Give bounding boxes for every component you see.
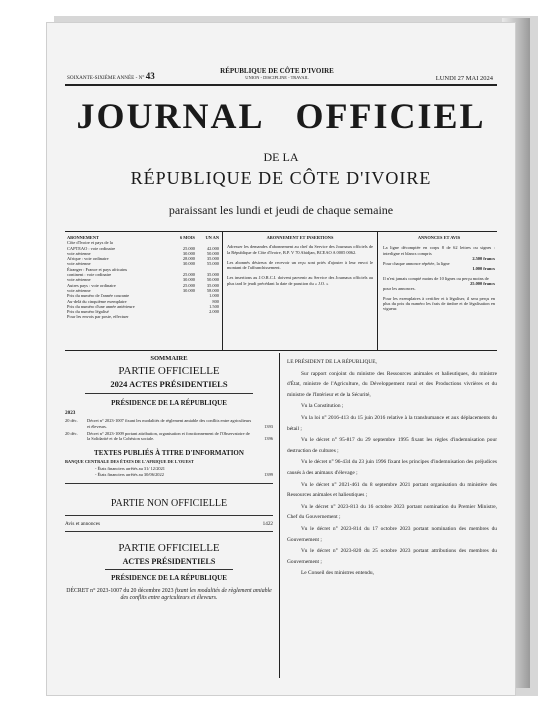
subscription-row: continent : voie ordinaire 25.000 35.000: [67, 272, 219, 278]
part2-title: PARTIE NON OFFICIELLE: [110, 498, 228, 510]
bank-heading: BANQUE CENTRALE DES ÉTATS DE L'AFRIQUE DE L'OUEST: [65, 459, 194, 465]
part1-subtitle: 2024 ACTES PRÉSIDENTIELS: [110, 379, 228, 389]
notices-row: Avis et annonces 1422: [65, 521, 273, 528]
decree-body: [287, 357, 497, 580]
masthead-de-la: DE LA: [263, 150, 299, 164]
subscription-row: CAPTEAO : voie ordinaire 25.000 42.000: [67, 245, 219, 251]
summary-heading: SOMMAIRE: [150, 355, 188, 362]
year-label: 2023: [65, 410, 76, 416]
subscription-row: Côte d'Ivoire et pays de la: [67, 240, 113, 246]
journal-title: JOURNAL OFFICIEL: [76, 96, 486, 136]
subscription-rows: [67, 240, 219, 319]
subscription-row: Prix du numéro légalisé 2.000: [67, 309, 219, 315]
body-heading: LE PRÉSIDENT DE LA RÉPUBLIQUE,: [287, 359, 377, 365]
announces-box: ANNONCES ET AVIS La ligne décomptée en corps 8 de 62 lettres ou signes : interligne et blancs compris 2.500 francs Pour chaque annonce répétée, la ligne 1.000 francs Il n'est jamais compté moins de 10 lignes ou perçu moins de 25.000 francs pour les annonces. Pour les exemplaires à certifier et à légaliser, il sera perçu en plus du prix du numéro les frais de timbre et de légalisation en vigueur.: [383, 235, 495, 312]
header-republic: RÉPUBLIQUE DE CÔTE D'IVOIRE UNION - DISCIPLINE - TRAVAIL: [207, 67, 347, 80]
subscription-row: voie aérienne 30.000 58.000: [67, 287, 219, 293]
presidency-heading-2: PRÉSIDENCE DE LA RÉPUBLIQUE: [111, 573, 227, 582]
part1-title: PARTIE OFFICIELLE: [118, 365, 220, 377]
bank-items: [65, 466, 273, 478]
subscription-row: voie aérienne 30.000 55.000: [67, 261, 219, 267]
summary-item[interactable]: 20 déc. Décret n° 2023-1007 fixant les modalités de règlement amiable des conflits entre agriculteurs et éleveurs. 1393: [65, 418, 273, 429]
bank-item[interactable]: - États financiers arrêtés au 30/06/2022 1399: [95, 472, 273, 478]
body-paragraph: Vu la Constitution ;: [301, 403, 344, 410]
body-paragraph: Le Conseil des ministres entendu,: [301, 570, 374, 577]
insertions-box: ABONNEMENT ET INSERTIONS Adresser les demandes d'abonnement au chef du Service des Journaux officiels de la République de Côte d'Ivoire, B.P. V 70 Abidjan, BCEAO A 0005 0062. Les abonnés désireux de recevoir un reçu sont priés d'ajouter à leur envoi le montant de l'affranchissement. Les insertions au J.O.R.C.I. doivent parvenir au Service des Journaux officiels au plus tard le jeudi précédant la date de parution du « J.O. »: [227, 235, 373, 286]
body-paragraph: Vu le décret n° 2023-820 du 25 octobre 2023 portant attributions des membres du Gouvernement ;: [287, 548, 497, 565]
subscription-box: [67, 235, 219, 320]
motto: UNION - DISCIPLINE - TRAVAIL: [245, 75, 309, 80]
body-paragraph: Vu le décret n° 2023-813 du 16 octobre 2023 portant nomination du Premier Ministre, Chef du Gouvernement ;: [287, 503, 497, 521]
presidency-heading: PRÉSIDENCE DE LA RÉPUBLIQUE: [111, 399, 227, 407]
body-paragraph: Vu le décret n° 2021-461 du 8 septembre 2021 portant organisation du ministère des Ressources animales et halieutiques ;: [287, 481, 497, 499]
decree-title: DÉCRET n° 2023-1007 du 20 décembre 2023 fixant les modalités de règlement amiable des conflits entre agriculteurs et éleveurs.: [66, 587, 272, 601]
subscription-row: Prix du numéro d'une année antérieure 1.500: [67, 303, 219, 309]
texts-heading: TEXTES PUBLIÉS À TITRE D'INFORMATION: [94, 449, 244, 458]
part3-subtitle: ACTES PRÉSIDENTIELS: [122, 556, 216, 566]
part3-title: PARTIE OFFICIELLE: [118, 541, 220, 554]
subscription-row: voie aérienne 30.000 50.000: [67, 277, 219, 283]
masthead-republic: RÉPUBLIQUE DE CÔTE D'IVOIRE: [130, 168, 432, 188]
body-paragraph: Vu le décret n° 96-434 du 23 juin 1996 fixant les principes d'indemnisation des préjudices causés à des animaux d'élevage ;: [287, 459, 497, 476]
body-paragraph: Vu le décret n° 2023-814 du 17 octobre 2023 portant nomination des membres du Gouvernement ;: [287, 525, 497, 543]
summary-item[interactable]: 20 déc. Décret n° 2023-1009 portant attribution, organisation et fonctionnement de l'Observatoire de la Solidarité et de la Cohésion sociale. 1396: [65, 430, 273, 442]
subscription-row: Prix du numéro de l'année courante 1.000: [67, 293, 219, 299]
subscription-row: Étranger : France et pays africains: [67, 266, 128, 272]
subscription-header: ABONNEMENT 6 MOIS UN AN: [67, 235, 219, 240]
summary-column: [65, 355, 273, 602]
subscription-row: voie aérienne 30.000 50.000: [67, 250, 219, 256]
issue-label: SOIXANTE-SIXIÈME ANNÉE - N° 43: [67, 71, 155, 81]
subscription-row: Afrique : voie ordinaire 28.000 35.000: [67, 256, 219, 262]
bank-item[interactable]: - États financiers arrêtés au 31/ 12/2021: [95, 465, 165, 471]
body-paragraph: Vu le décret n° 95-817 du 29 septembre 1995 fixant les règles d'indemnisation pour destruction de cultures ;: [287, 437, 497, 454]
body-paragraph: Sur rapport conjoint du ministre des Ressources animales et halieutiques, du ministre d'État, ministre de l'Agriculture, du Développement rural et des Productions vivrières et du ministre de l'Intérieur et de la Sécurité,: [287, 370, 497, 398]
subscription-row: Autres pays : voie ordinaire 25.000 35.000: [67, 282, 219, 288]
issue-date: LUNDI 27 MAI 2024: [435, 75, 493, 82]
journal-page: [46, 22, 516, 696]
subscription-row: Au-delà du cinquième exemplaire 800: [67, 298, 219, 304]
summary-items: [65, 418, 273, 441]
publication-schedule: paraissant les lundi et jeudi de chaque semaine: [168, 203, 394, 217]
body-paragraph: Vu la loi n° 2016-413 du 15 juin 2016 relative à la transhumance et aux déplacements du bétail ;: [287, 414, 497, 432]
subscription-row: Pour les envois par poste, effectuer: [67, 314, 129, 320]
